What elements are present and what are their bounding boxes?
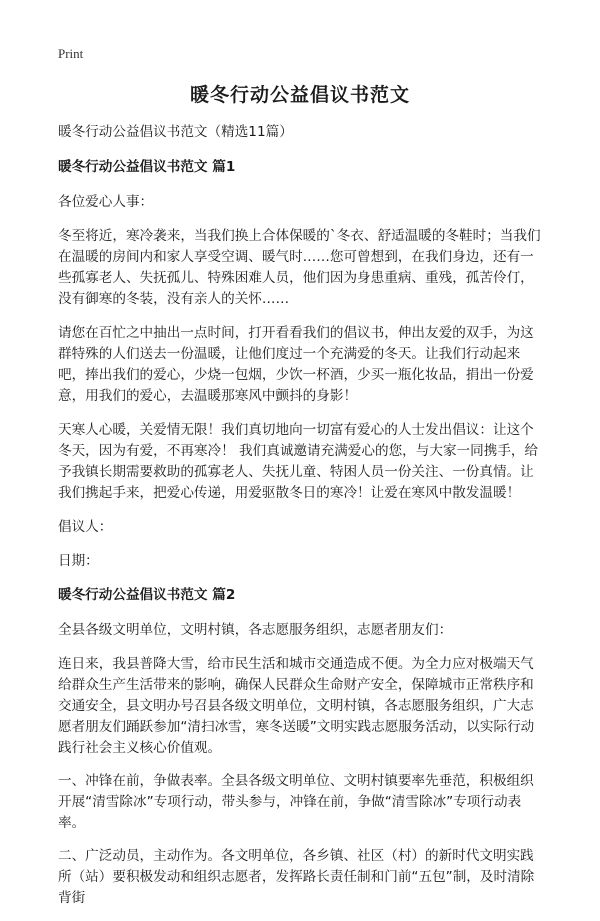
section-1-paragraph: 天寒人心暖，关爱情无限！我们真切地向一切富有爱心的人士发出倡议：让这个冬天，因为有爱，不再寒冷！ 我们真诚邀请充满爱心的您，与大家一同携手，给予我镇长期需要救助的孤寡老人、失抚儿童、特困人员一份关注、一份真情。让我们携起手来，把爱心传递，用爱驱散冬日的寒冷！让爱在寒风中散发温暖！ bbox=[58, 422, 539, 501]
section-1-proposer: 倡议人： bbox=[58, 519, 113, 535]
section-1-greeting: 各位爱心人事： bbox=[58, 194, 154, 210]
print-label[interactable]: Print bbox=[58, 46, 84, 61]
section-2-paragraph: 连日来，我县普降大雪，给市民生活和城市交通造成不便。为全力应对极端天气给群众生产生活带来的影响，确保人民群众生命财产安全，保障城市正常秩序和交通安全，县文明办号召县各级文明单位，文明村镇，各志愿服务组织，广大志愿者朋友们踊跃参加“清扫冰雪，寒冬送暖”文明实践志愿服务活动，以实际行动践行社会主义核心价值观。 bbox=[58, 656, 535, 756]
section-1-paragraph: 请您在百忙之中抽出一点时间，打开看看我们的倡议书，伸出友爱的双手，为这群特殊的人们送去一份温暖，让他们度过一个充满爱的冬天。让我们行动起来吧，捧出我们的爱心，少烧一包烟，少饮一杯酒，少买一瓶化妆品，捐出一份爱意，用我们的爱心，去温暖那寒风中颤抖的身影！ bbox=[58, 325, 534, 404]
section-1-date: 日期： bbox=[58, 553, 99, 569]
section-2-greeting: 全县各级文明单位，文明村镇，各志愿服务组织，志愿者朋友们： bbox=[58, 622, 453, 638]
section-1-heading: 暖冬行动公益倡议书范文 篇1 bbox=[58, 159, 236, 175]
document-subtitle: 暖冬行动公益倡议书范文（精选11篇） bbox=[58, 124, 293, 140]
section-2-paragraph: 二、广泛动员，主动作为。各文明单位，各乡镇、社区（村）的新时代文明实践所（站）要积极发动和组织志愿者，发挥路长责任制和门前“五包”制，及时清除背街 bbox=[58, 848, 535, 906]
section-2-heading: 暖冬行动公益倡议书范文 篇2 bbox=[58, 587, 236, 603]
document-body bbox=[58, 122, 546, 921]
section-2-paragraph: 一、冲锋在前，争做表率。全县各级文明单位、文明村镇要率先垂范，积极组织开展“清雪除冰”专项行动，带头参与，冲锋在前，争做“清雪除冰”专项行动表率。 bbox=[58, 773, 534, 831]
section-1-paragraph: 冬至将近，寒冷袭来，当我们换上合体保暖的`冬衣、舒适温暖的冬鞋时；当我们在温暖的房间内和家人享受空调、暖气时……您可曾想到，在我们身边，还有一些孤寡老人、失抚孤儿、特殊困难人员，他们因为身患重病、重残，孤苦伶仃，没有御寒的冬装，没有亲人的关怀…… bbox=[58, 228, 541, 307]
document-title: 暖冬行动公益倡议书范文 bbox=[189, 84, 410, 106]
